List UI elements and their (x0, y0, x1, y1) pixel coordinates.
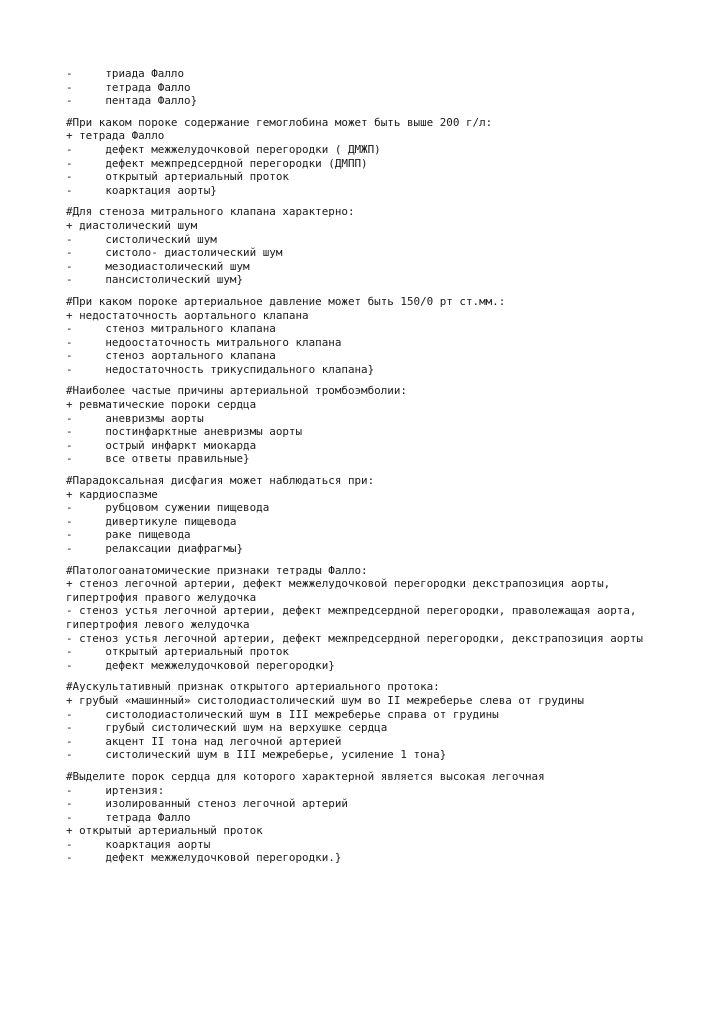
answer-option: - раке пищевода (66, 528, 191, 542)
answer-option: - рубцовом сужении пищевода (66, 501, 270, 515)
answer-option: + недостаточность аортального клапана (66, 308, 309, 322)
question-text: #Выделите порок сердца для которого характерной является высокая легочная (66, 769, 545, 783)
answer-option: - стеноз устья легочной артерии, дефект межпредсердной перегородки, декстрапозиция аорты (66, 631, 643, 645)
answer-option: - коарктация аорты (66, 837, 211, 851)
question-block-2 (66, 205, 658, 287)
answer-option: - недостаточность трикуспидального клапана} (66, 362, 375, 376)
answer-option: - систолический шум в III межреберье, усиление 1 тона} (66, 748, 447, 762)
answer-option: - систоло- диастолический шум (66, 246, 283, 260)
answer-option: - стеноз устья легочной артерии, дефект межпредсердной перегородки, праволежащая аорта, гипертрофия левого желудочка (66, 604, 637, 631)
answer-option: + диастолический шум (66, 218, 198, 232)
question-text: #При каком пороке артериальное давление может быть 150/0 рт ст.мм.: (66, 294, 506, 308)
answer-option: - дефект межжелудочковой перегородки.} (66, 851, 342, 865)
answer-option: - открытый артериальный проток (66, 170, 289, 184)
answer-option: - постинфарктные аневризмы аорты (66, 425, 303, 439)
answer-option: - триада Фалло (66, 67, 185, 80)
answer-option: + открытый артериальный проток (66, 824, 263, 838)
answer-option: - тетрада Фалло (66, 80, 191, 94)
answer-option: - пентада Фалло} (66, 94, 198, 108)
answer-option: - изолированный стеноз легочной артерий (66, 797, 348, 811)
question-text: #Наиболее частые причины артериальной тромбоэмболии: (66, 384, 407, 398)
document-page (66, 67, 658, 873)
answer-option: - дивертикуле пищевода (66, 514, 237, 528)
question-text: #Патологоанатомические признаки тетрады Фалло: (66, 563, 368, 577)
answer-option: - стеноз митрального клапана (66, 322, 276, 336)
answer-option: - тетрада Фалло (66, 810, 191, 824)
answer-option: - все ответы правильные} (66, 452, 250, 466)
answer-option: - недоостаточность митрального клапана (66, 335, 342, 349)
answer-option: - грубый систолический шум на верхушке сердца (66, 721, 388, 735)
answer-option: - акцент II тона над легочной артерией (66, 734, 342, 748)
question-text: #При каком пороке содержание гемоглобина может быть выше 200 г/л: (66, 115, 493, 129)
question-text: #Парадоксальная дисфагия может наблюдаться при: (66, 474, 375, 488)
question-block-7 (66, 680, 658, 762)
answer-option: - релаксации диафрагмы} (66, 542, 244, 555)
question-block-8 (66, 770, 658, 865)
answer-option: + кардиоспазме (66, 487, 158, 501)
answer-option: - открытый артериальный проток (66, 645, 289, 659)
question-block-0 (66, 67, 658, 108)
question-block-1 (66, 116, 658, 198)
answer-option: + ревматические пороки сердца (66, 398, 257, 412)
answer-option: - коарктация аорты} (66, 183, 217, 197)
question-block-5 (66, 474, 658, 556)
answer-option: - систолодиастолический шум в III межреберье справа от грудины (66, 707, 499, 721)
answer-option: + стеноз легочной артерии, дефект межжелудочковой перегородки декстрапозиция аорты, гипертрофия правого желудочка (66, 577, 611, 604)
question-text: #Аускультативный признак открытого артериального протока: (66, 680, 440, 694)
answer-option: + тетрада Фалло (66, 129, 165, 143)
answer-option: - пансистолический шум} (66, 273, 244, 287)
answer-option: - стеноз аортального клапана (66, 349, 276, 363)
question-block-3 (66, 295, 658, 377)
question-text: #Для стеноза митрального клапана характерно: (66, 205, 355, 219)
question-block-6 (66, 564, 658, 673)
answer-option: - дефект межжелудочковой перегородки ( ДМЖП) (66, 142, 381, 156)
answer-option: - аневризмы аорты (66, 411, 204, 425)
answer-option: - систолический шум (66, 232, 217, 246)
answer-option: - дефект межжелудочковой перегородки} (66, 658, 335, 672)
answer-option: - острый инфаркт миокарда (66, 438, 257, 452)
answer-option: - иртензия: (66, 783, 165, 797)
answer-option: - мезодиастолический шум (66, 259, 250, 273)
answer-option: + грубый «машинный» систолодиастолический шум во II межреберье слева от грудины (66, 693, 584, 707)
question-block-4 (66, 384, 658, 466)
answer-option: - дефект межпредсердной перегородки (ДМПП) (66, 156, 368, 170)
